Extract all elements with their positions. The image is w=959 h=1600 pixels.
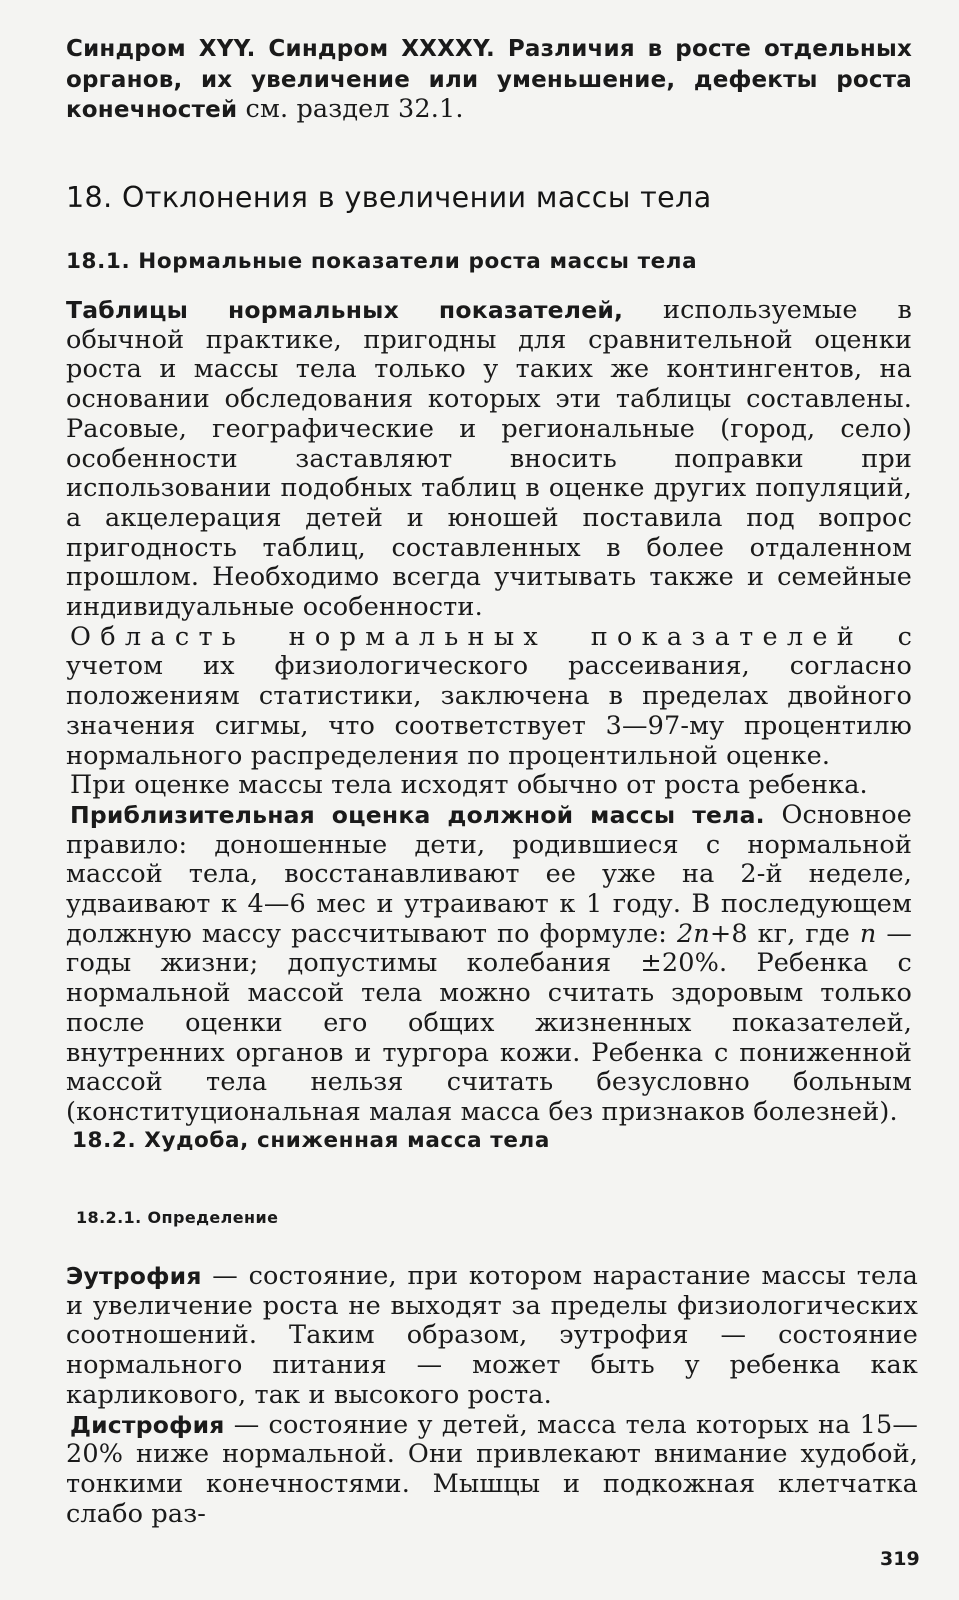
paragraph-approx-estimate-text-b: — годы жизни; допустимы колебания ±20%. Ребенка с нормальной массой тела можно считать здоровым только после оценки его общих жизненных показателей, внутренних органов и тургора кожи. Ребенка с пониженной массой тела нельзя считать безусловно больным (конституциональная малая масса без признаков болезней). <box>66 918 912 1127</box>
section-title-18-2: 18.2. Худоба, сниженная масса тела <box>72 1128 551 1153</box>
paragraph-normal-range-spaced: Область нормальных показателей <box>70 621 864 652</box>
paragraph-eutrophy-text: — состояние, при котором нарастание массы тела и увеличение роста не выходят за пределы физиологических соотношений. Таким образом, эутрофия — состояние нормального питания — может быть у ребенка как карликового, так и высокого роста. <box>66 1261 918 1410</box>
paragraph-dystrophy-bold: Дистрофия <box>70 1410 225 1439</box>
page-number: 319 <box>880 1548 920 1570</box>
intro-rest-text: см. раздел 32.1. <box>237 94 464 125</box>
section-18-1-body <box>66 296 912 1128</box>
formula-n: n <box>859 918 877 949</box>
paragraph-tables-bold: Таблицы нормальных показателей, <box>66 296 624 324</box>
section-18-2-body <box>66 1262 918 1529</box>
paragraph-tables <box>66 296 912 623</box>
intro-paragraph <box>66 34 912 126</box>
paragraph-dystrophy-text: — состояние у детей, масса тела которых на 15—20% ниже нормальной. Они привлекают внимание худобой, тонкими конечностями. Мышцы и подкожная клетчатка слабо раз- <box>66 1409 918 1529</box>
paragraph-mass-estimation <box>66 771 912 801</box>
paragraph-approx-estimate <box>66 801 912 1128</box>
formula-2n: 2n <box>676 918 710 949</box>
paragraph-mass-estimation-text: При оценке массы тела исходят обычно от роста ребенка. <box>70 770 868 801</box>
paragraph-normal-range <box>66 623 912 772</box>
paragraph-approx-estimate-bold: Приблизительная оценка должной массы тела. <box>70 800 765 829</box>
paragraph-eutrophy-bold: Эутрофия <box>66 1262 202 1290</box>
paragraph-tables-text: используемые в обычной практике, пригодны для сравнительной оценки роста и массы тела только у таких же контингентов, на основании обследования которых эти таблицы составлены. Расовые, географические и региональные (город, село) особенности заставляют вносить поправки при использовании подобных таблиц в оценке других популяций, а акцелерация детей и юношей поставила под вопрос пригодность таблиц, составленных в более отдаленном прошлом. Необходимо всегда учитывать также и семейные индивидуальные особенности. <box>66 295 912 623</box>
subsection-title-18-2-1: 18.2.1. Определение <box>76 1208 279 1227</box>
chapter-title: 18. Отклонения в увеличении массы тела <box>66 181 712 214</box>
paragraph-normal-range-text: с учетом их физиологического рассеивания, согласно положениям статистики, заключена в пределах двойного значения сигмы, что соответствует 3—97-му процентилю нормального распределения по процентильной оценке. <box>66 621 912 771</box>
section-title-18-1: 18.1. Нормальные показатели роста массы тела <box>66 249 698 274</box>
intro-bold-text: Синдром XYY. Синдром XXXXY. Различия в росте отдельных органов, их увеличение или уменьшение, дефекты роста конечностей <box>66 36 912 124</box>
paragraph-dystrophy <box>66 1411 918 1530</box>
formula-rest: +8 кг, где <box>709 918 860 949</box>
paragraph-eutrophy <box>66 1262 918 1411</box>
paragraph-approx-estimate-text-a: Основное правило: доношенные дети, родившиеся с нормальной массой тела, восстанавливают ее уже на 2-й неделе, удваивают к 4—6 мес и утраивают к 1 году. В последующем должную массу рассчитывают по формуле: <box>66 799 912 949</box>
